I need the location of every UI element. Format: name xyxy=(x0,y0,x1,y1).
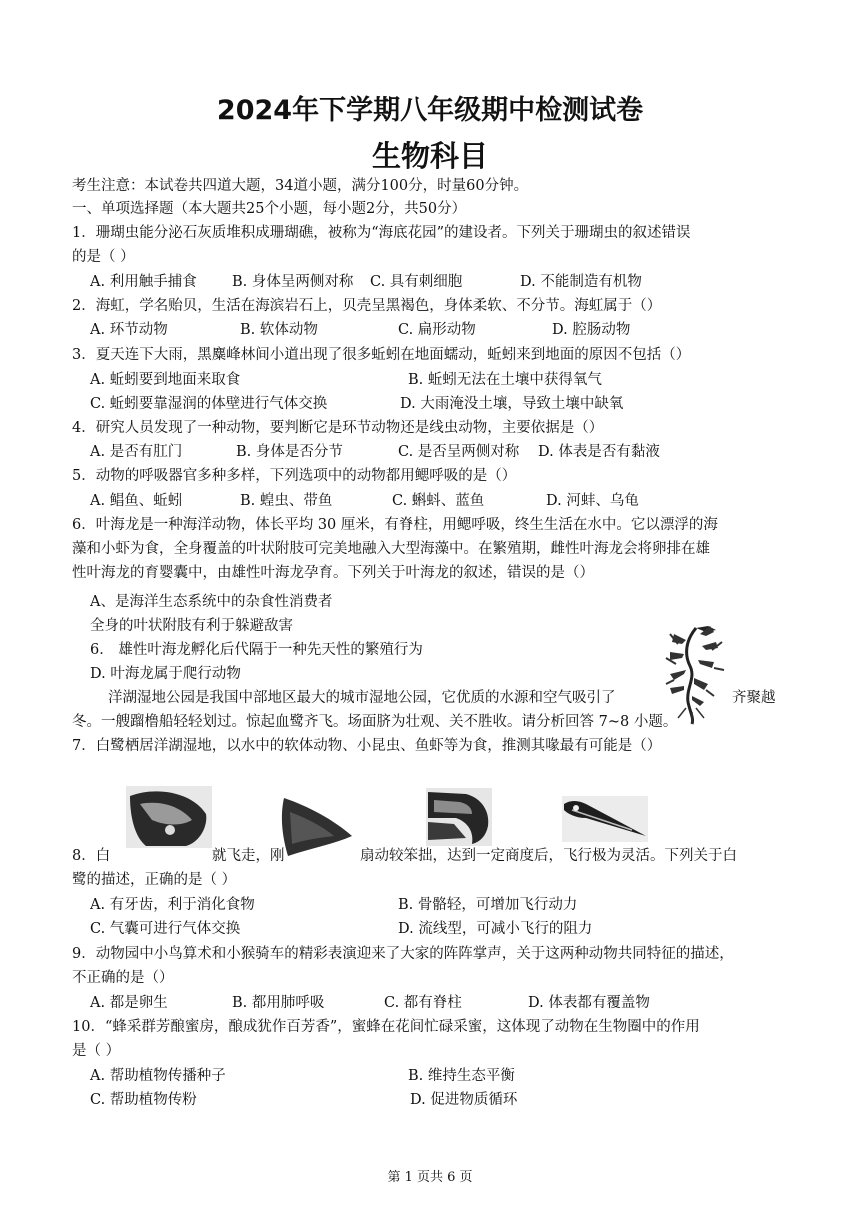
q8-stem-line1-start: 8．白 xyxy=(72,848,111,864)
q9-option-d: D. 体表都有覆盖物 xyxy=(528,995,650,1011)
q5-option-b: B. 蝗虫、带鱼 xyxy=(240,493,333,509)
passage-line1: 洋湖湿地公园是我国中部地区最大的城市湿地公园，它优质的水源和空气吸引了 xyxy=(108,690,616,706)
q8-stem-line1-end: 扇动较笨拙，达到一定商度后，飞行极为灵活。下列关于白 xyxy=(360,848,737,864)
q10-option-a: A. 帮助植物传播种子 xyxy=(90,1068,226,1084)
q2-option-b: B. 软体动物 xyxy=(240,322,318,338)
q8-option-d: D. 流线型，可减小飞行的阻力 xyxy=(398,921,593,937)
q2-option-c: C. 扁形动物 xyxy=(398,322,476,338)
q8-option-a: A. 有牙齿，利于消化食物 xyxy=(90,897,255,913)
passage-line2: 冬。一艘蹓橹船轻轻划过。惊起血鹭齐飞。场面脐为壮观、关不胜收。请分析回答 7~8 小题。 xyxy=(72,714,678,730)
q2-option-d: D. 腔肠动物 xyxy=(552,322,631,338)
exam-notice: 考生注意：本试卷共四道大题，34道小题，满分100分，时量60分钟。 xyxy=(72,178,529,194)
q8-option-b: B. 骨骼轻，可增加飞行动力 xyxy=(398,897,578,913)
passage-line1-tail: 齐聚越 xyxy=(732,690,776,706)
q1-option-b: B. 身体呈两侧对称 xyxy=(232,274,354,290)
page-subtitle: 生物科目 xyxy=(371,139,488,173)
q3-option-c: C. 蚯蚓要靠湿润的体壁进行气体交换 xyxy=(90,396,328,412)
q5-option-d: D. 河蚌、乌龟 xyxy=(546,493,639,509)
q2-option-a: A. 环节动物 xyxy=(90,322,168,338)
q1-option-c: C. 具有刺细胞 xyxy=(370,274,463,290)
q6-stem-line2: 藻和小虾为食，全身覆盖的叶状附肢可完美地融入大型海藻中。在繁殖期，雌性叶海龙会将卵排在雄 xyxy=(72,541,710,557)
q3-option-d: D. 大雨淹没土壤，导致土壤中缺氧 xyxy=(400,396,624,412)
q1-option-d: D. 不能制造有机物 xyxy=(520,274,642,290)
q6-stem-line1: 6．叶海龙是一种海洋动物，体长平均 30 厘米，有脊柱，用鳃呼吸，终生生活在水中。它以漂浮的海 xyxy=(72,517,718,533)
q10-option-d: D. 促进物质循环 xyxy=(410,1092,518,1108)
q5-stem: 5．动物的呼吸器官多种多样，下列选项中的动物都用鳃呼吸的是（） xyxy=(72,468,517,484)
q1-stem-line1: 1．珊瑚虫能分泌石灰质堆积成珊瑚礁，被称为“海底花园”的建设者。下列关于珊瑚虫的叙述错误 xyxy=(72,225,691,241)
q2-stem: 2．海虹，学名贻贝，生活在海滨岩石上，贝壳呈黑褐色，身体柔软、不分节。海虹属于（） xyxy=(72,298,662,314)
q3-option-a: A. 蚯蚓要到地面来取食 xyxy=(90,372,241,388)
q10-stem-line1: 10．“蜂采群芳酿蜜房，酿成犹作百芳香”，蜜蜂在花间忙碌采蜜，这体现了动物在生物圈中的作用 xyxy=(72,1019,700,1035)
q4-option-a: A. 是否有肛门 xyxy=(90,444,183,460)
beak-image-c xyxy=(426,788,492,846)
q4-option-c: C. 是否呈两侧对称 xyxy=(398,444,520,460)
q5-option-a: A. 鲳鱼、蚯蚓 xyxy=(90,493,183,509)
q9-option-b: B. 都用肺呼吸 xyxy=(232,995,325,1011)
q10-option-c: C. 帮助植物传粉 xyxy=(90,1092,197,1108)
beak-image-b xyxy=(278,796,354,858)
page-number: 第 1 页共 6 页 xyxy=(387,1170,473,1185)
q1-option-a: A. 利用触手捕食 xyxy=(90,274,197,290)
q1-stem-line2: 的是（ ） xyxy=(72,249,135,265)
q8-stem-line1-middle: 就飞走，刚 xyxy=(212,848,285,864)
q9-stem-line1: 9．动物园中小鸟算术和小猴骑车的精彩表演迎来了大家的阵阵掌声，关于这两种动物共同特征的描述， xyxy=(72,946,734,962)
q9-stem-line2: 不正确的是（） xyxy=(72,970,174,986)
q6-stem-line3: 性叶海龙的育婴囊中，由雄性叶海龙孕育。下列关于叶海龙的叙述，错误的是（） xyxy=(72,565,594,581)
section-heading: 一、单项选择题（本大题共25个小题，每小题2分，共50分） xyxy=(72,201,467,217)
q3-option-b: B. 蚯蚓无法在土壤中获得氧气 xyxy=(408,372,602,388)
q9-option-c: C. 都有脊柱 xyxy=(384,995,462,1011)
q4-stem: 4．研究人员发现了一种动物，要判断它是环节动物还是线虫动物，主要依据是（） xyxy=(72,420,604,436)
page-title: 2024年下学期八年级期中检测试卷 xyxy=(216,95,644,126)
beak-image-a xyxy=(126,786,212,848)
q6-option-d: D. 叶海龙属于爬行动物 xyxy=(90,666,241,682)
q8-stem-line2: 鹭的描述，正确的是（ ） xyxy=(72,872,237,888)
q6-option-a: A、是海洋生态系统中的杂食性消费者 xyxy=(90,594,333,610)
q10-option-b: B. 维持生态平衡 xyxy=(408,1068,515,1084)
q5-option-c: C. 蝌蚪、蓝鱼 xyxy=(392,493,485,509)
leafy-seadragon-image xyxy=(656,620,734,726)
q10-stem-line2: 是（ ） xyxy=(72,1043,121,1059)
q6-option-c: 6． 雄性叶海龙孵化后代隔于一种先天性的繁殖行为 xyxy=(90,642,423,658)
q9-option-a: A. 都是卵生 xyxy=(90,995,168,1011)
q4-option-b: B. 身体是否分节 xyxy=(236,444,343,460)
q3-stem: 3．夏天连下大雨，黑麋峰林间小道出现了很多蚯蚓在地面蠕动，蚯蚓来到地面的原因不包括（） xyxy=(72,347,691,363)
beak-image-d xyxy=(562,796,648,842)
q6-option-b: 全身的叶状附肢有利于躲避敌害 xyxy=(90,618,293,634)
q8-option-c: C. 气囊可进行气体交换 xyxy=(90,921,241,937)
q7-stem: 7．白鹭栖居洋湖湿地，以水中的软体动物、小昆虫、鱼虾等为食，推测其喙最有可能是（） xyxy=(72,738,662,754)
q4-option-d: D. 体表是否有黏液 xyxy=(538,444,660,460)
